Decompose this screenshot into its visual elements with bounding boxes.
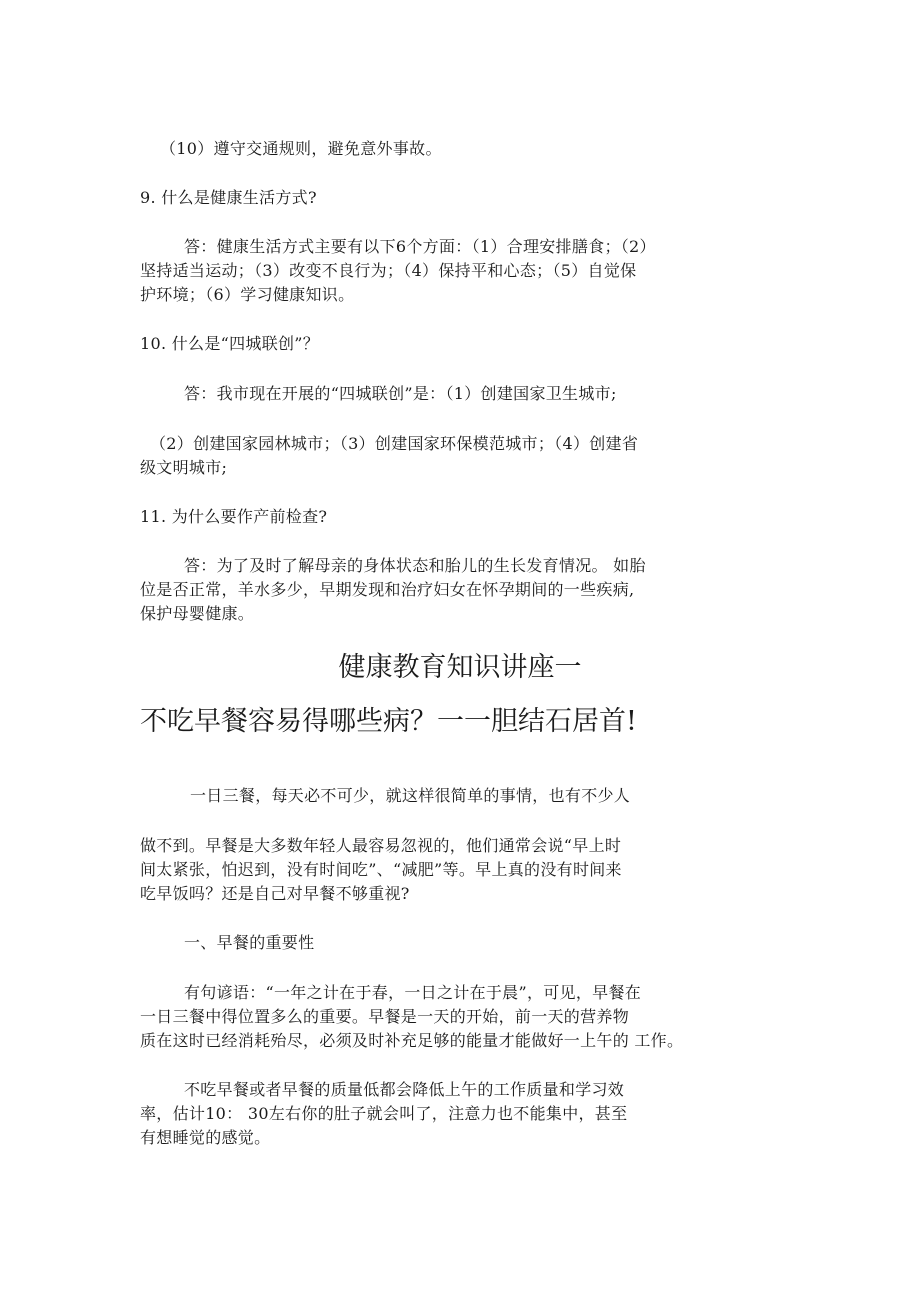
paragraph-3-line-3: 有想睡觉的感觉。 [140, 1128, 271, 1147]
answer-10-line-2: （2）创建国家园林城市；（3）创建国家环保模范城市；（4）创建省 [150, 434, 639, 453]
question-11: 11. 为什么要作产前检查? [140, 507, 328, 526]
lecture-title: 健康教育知识讲座一 [338, 652, 582, 683]
answer-9-line-1: 答：健康生活方式主要有以下6个方面：（1）合理安排膳食；（2） [184, 237, 656, 256]
answer-9-line-3: 护环境；（6）学习健康知识。 [140, 285, 355, 304]
list-item-10: （10）遵守交通规则，避免意外事故。 [160, 139, 442, 158]
paragraph-3-line-1: 不吃早餐或者早餐的质量低都会降低上午的工作质量和学习效 [184, 1080, 625, 1099]
paragraph-2-line-1: 有句谚语：“一年之计在于春，一日之计在于晨”，可见，早餐在 [184, 983, 642, 1002]
answer-9-line-2: 坚持适当运动；（3）改变不良行为；（4）保持平和心态；（5）自觉保 [140, 261, 637, 280]
question-10: 10. 什么是“四城联创”？ [140, 334, 320, 353]
paragraph-1-line-2: 做不到。早餐是大多数年轻人最容易忽视的，他们通常会说“早上时 [140, 836, 622, 855]
paragraph-2-line-3: 质在这时已经消耗殆尽，必须及时补充足够的能量才能做好一上午的 工作。 [140, 1031, 684, 1050]
answer-10-line-1: 答：我市现在开展的“四城联创”是：（1）创建国家卫生城市; [184, 384, 617, 403]
answer-11-line-3: 保护母婴健康。 [140, 604, 255, 623]
paragraph-1-line-4: 吃早饭吗？还是自己对早餐不够重视? [140, 884, 410, 903]
paragraph-1-line-1: 一日三餐，每天必不可少，就这样很简单的事情，也有不少人 [190, 786, 631, 805]
answer-11-line-2: 位是否正常，羊水多少，早期发现和治疗妇女在怀孕期间的一些疾病, [140, 580, 635, 599]
section-heading-1: 一、早餐的重要性 [184, 933, 315, 952]
question-9: 9. 什么是健康生活方式? [140, 188, 317, 207]
answer-10-line-3: 级文明城市; [140, 458, 228, 477]
paragraph-3-line-2: 率，估计10： 30左右你的肚子就会叫了，注意力也不能集中，甚至 [140, 1104, 628, 1123]
paragraph-2-line-2: 一日三餐中得位置多么的重要。早餐是一天的开始，前一天的营养物 [140, 1007, 630, 1026]
lecture-subtitle: 不吃早餐容易得哪些病？一一胆结石居首! [140, 706, 637, 737]
paragraph-1-line-3: 间太紧张，怕迟到，没有时间吃”、“减肥”等。早上真的没有时间来 [140, 860, 622, 879]
answer-11-line-1: 答：为了及时了解母亲的身体状态和胎儿的生长发育情况。 如胎 [184, 556, 646, 575]
